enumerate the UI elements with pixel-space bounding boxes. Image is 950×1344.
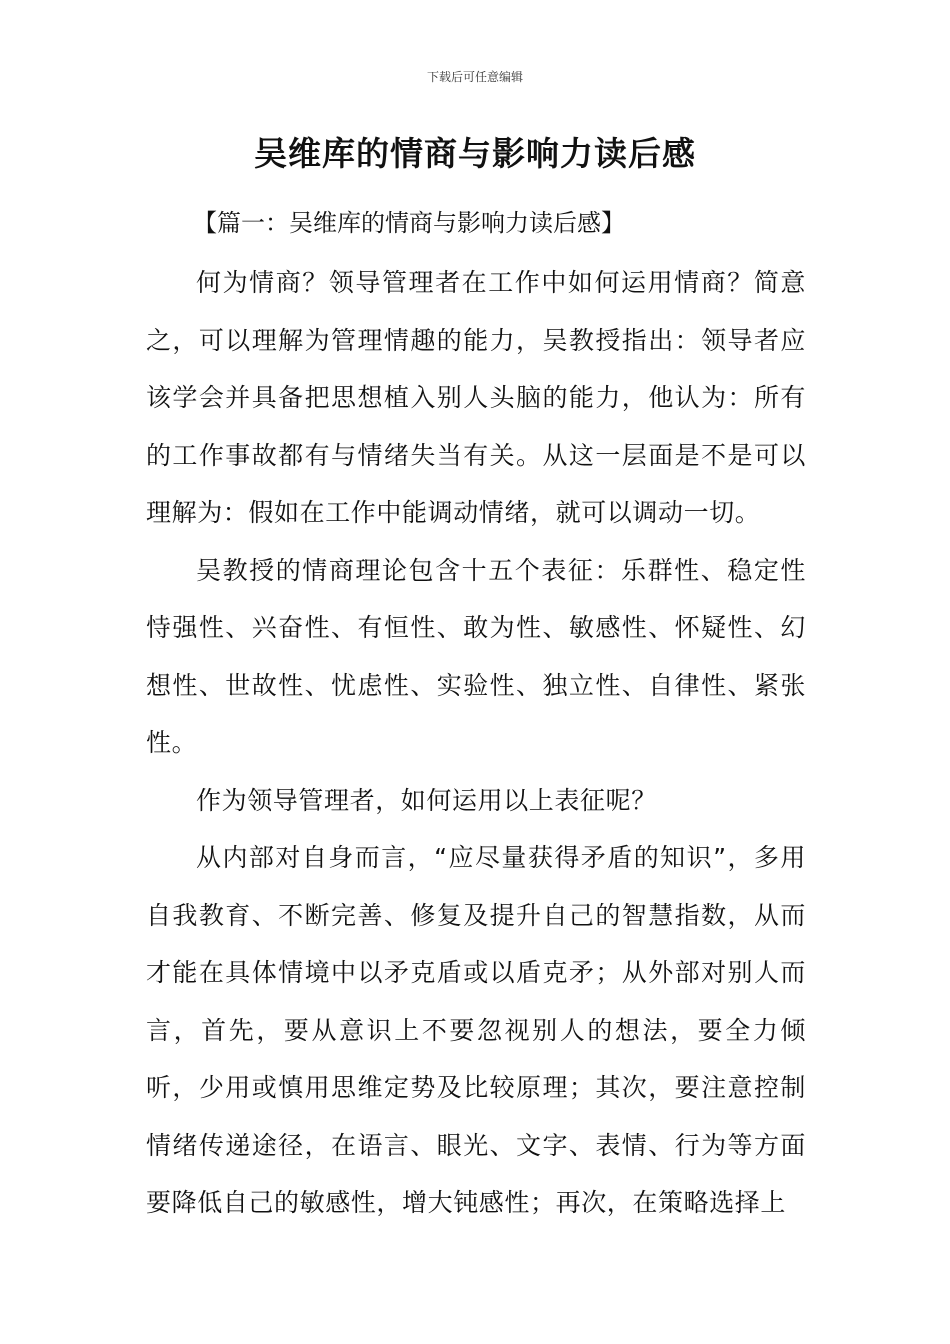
paragraph: 吴教授的情商理论包含十五个表征：乐群性、稳定性恃强性、兴奋性、有恒性、敢为性、敏感性、怀疑性、幻想性、世故性、忧虑性、实验性、独立性、自律性、紧张性。 xyxy=(146,555,806,757)
paragraph: 何为情商？领导管理者在工作中如何运用情商？简意之，可以理解为管理情趣的能力，吴教授指出：领导者应该学会并具备把思想植入别人头脑的能力，他认为：所有的工作事故都有与情绪失当有关。从这一层面是不是可以理解为：假如在工作中能调动情绪，就可以调动一切。 xyxy=(146,268,806,527)
document-title: 吴维库的情商与影响力读后感 xyxy=(254,134,696,173)
header-note: 下载后可任意编辑 xyxy=(426,70,523,84)
body-text xyxy=(146,254,806,1232)
paragraph: 作为领导管理者，如何运用以上表征呢？ xyxy=(196,785,657,815)
section-heading: 【篇一：吴维库的情商与影响力读后感】 xyxy=(193,209,625,237)
paragraph: 从内部对自身而言，“应尽量获得矛盾的知识”，多用自我教育、不断完善、修复及提升自己的智慧指数，从而才能在具体情境中以矛克盾或以盾克矛；从外部对别人而言，首先，要从意识上不要忽视别人的想法，要全力倾听，少用或慎用思维定势及比较原理；其次，要注意控制情绪传递途径，在语言、眼光、文字、表情、行为等方面要降低自己的敏感性，增大钝感性；再次，在策略选择上 xyxy=(146,843,806,1217)
